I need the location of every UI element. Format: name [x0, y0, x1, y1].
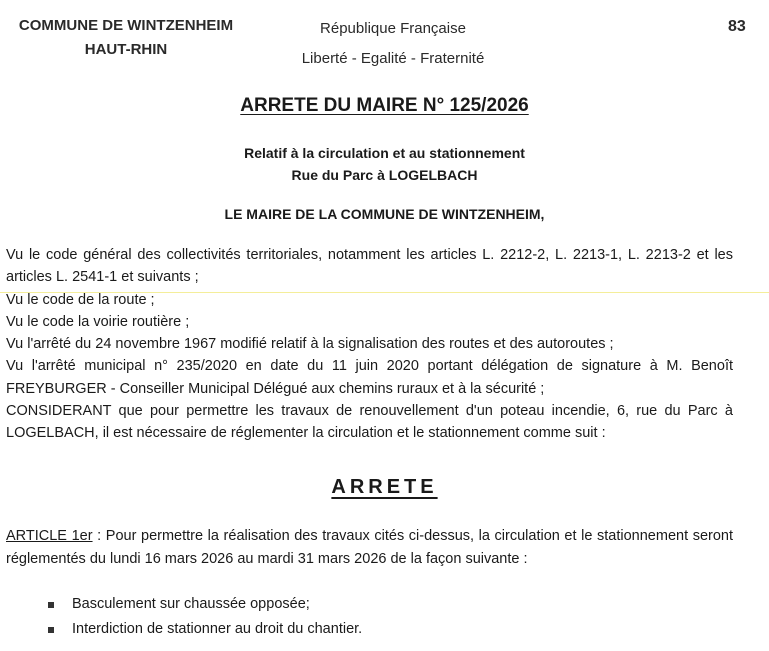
- document-title: ARRETE DU MAIRE N° 125/2026: [240, 95, 529, 116]
- list-item: [48, 592, 362, 617]
- square-bullet-icon: [48, 627, 54, 633]
- considerations-block: [6, 244, 733, 445]
- department-name: HAUT-RHIN: [84, 41, 168, 58]
- republic-header: [268, 14, 518, 74]
- document-subject: [0, 142, 769, 186]
- commune-header: [0, 14, 252, 62]
- page-number: 83: [728, 18, 746, 35]
- consideration-paragraph: Vu le code la voirie routière ;: [6, 313, 190, 330]
- republic-motto: Liberté - Egalité - Fraternité: [301, 50, 485, 67]
- article-1-list: [48, 592, 362, 642]
- article-1: [6, 525, 733, 570]
- republic-name: République Française: [320, 20, 466, 37]
- consideration-paragraph: CONSIDERANT que pour permettre les travaux de renouvellement d'un poteau incendie, 6, rue du Parc à LOGELBACH, il est nécessaire de réglementer la circulation et le stationnement comme suit :: [6, 403, 733, 442]
- list-item-text: Basculement sur chaussée opposée;: [72, 596, 310, 612]
- article-1-text: : Pour permettre la réalisation des travaux cités ci-dessus, la circulation et le stationnement seront réglementés du lundi 16 mars 2026 au mardi 31 mars 2026 de la façon suivante :: [6, 528, 733, 567]
- square-bullet-icon: [48, 602, 54, 608]
- subject-line-1: Relatif à la circulation et au stationnement: [244, 145, 525, 161]
- list-item-text: Interdiction de stationner au droit du chantier.: [72, 621, 363, 637]
- consideration-paragraph: Vu le code général des collectivités territoriales, notamment les articles L. 2212-2, L. 2213-1, L. 2213-2 et les articles L. 2541-1 et suivants ;: [6, 247, 733, 286]
- arrete-heading: ARRETE: [331, 476, 438, 498]
- consideration-paragraph: Vu l'arrêté municipal n° 235/2020 en date du 11 juin 2020 portant délégation de signature à M. Benoît FREYBURGER - Conseiller Municipal Délégué aux chemins ruraux et à la sécurité ;: [6, 358, 733, 397]
- consideration-paragraph: Vu l'arrêté du 24 novembre 1967 modifié relatif à la signalisation des routes et des autoroutes ;: [6, 336, 614, 353]
- subject-line-2: Rue du Parc à LOGELBACH: [291, 167, 478, 183]
- list-item: [48, 617, 362, 642]
- commune-name: COMMUNE DE WINTZENHEIM: [18, 17, 234, 34]
- maire-heading: LE MAIRE DE LA COMMUNE DE WINTZENHEIM,: [224, 206, 545, 222]
- consideration-paragraph: Vu le code de la route ;: [6, 291, 155, 308]
- article-1-label: ARTICLE 1er: [6, 528, 93, 544]
